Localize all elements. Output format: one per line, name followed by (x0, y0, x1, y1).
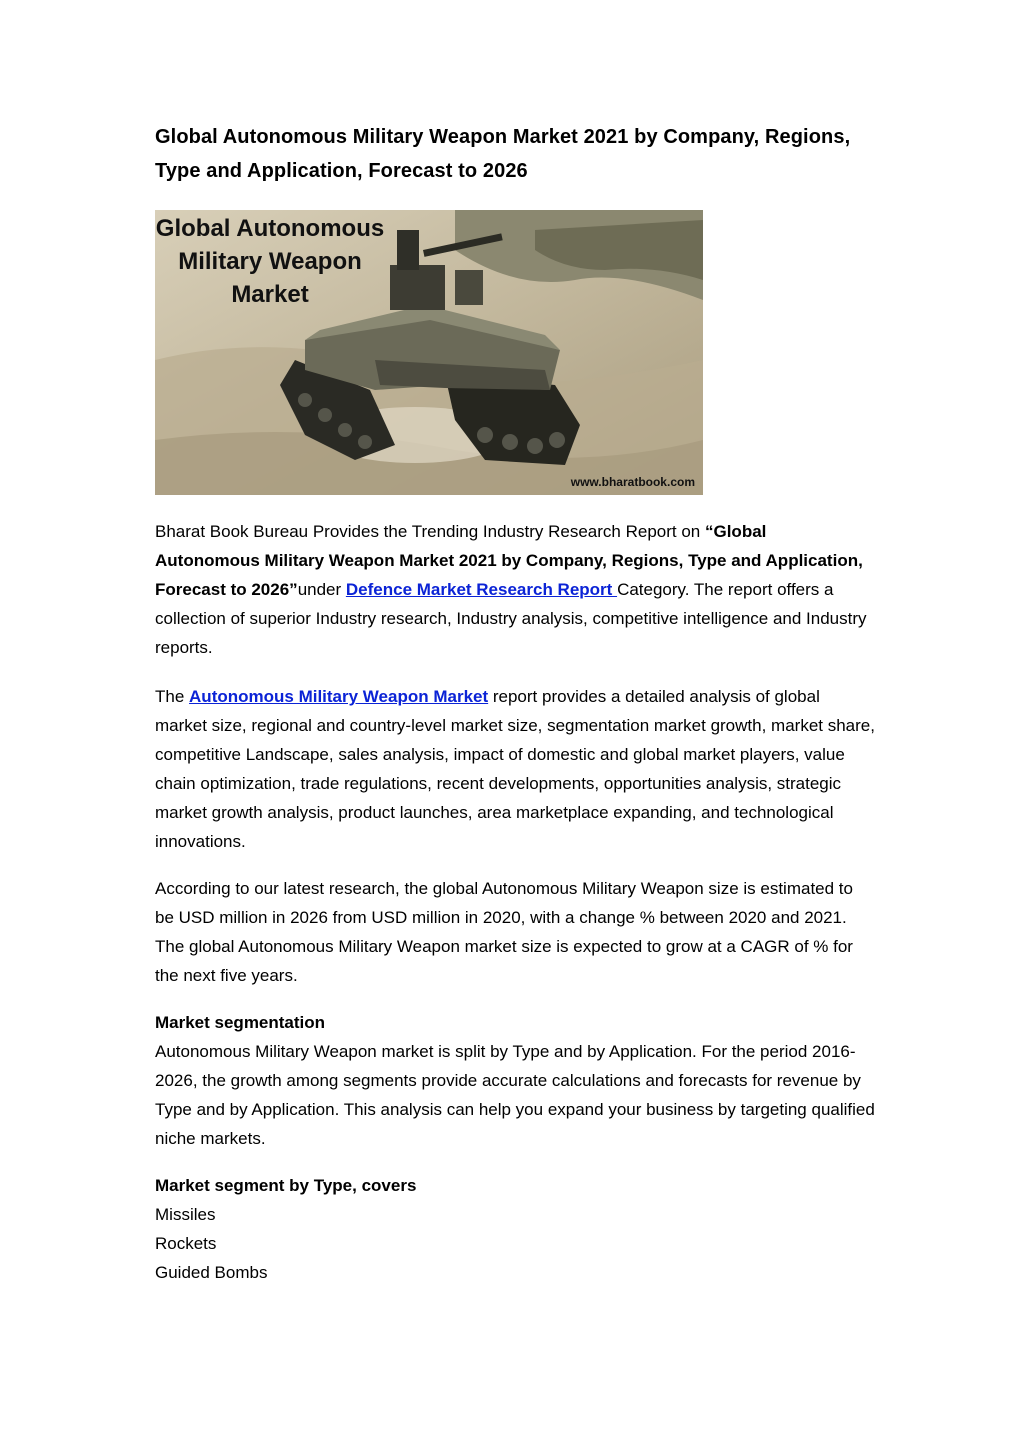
analysis-rest: report provides a detailed analysis of global market size, regional and country-level market size, segmentation market growth, market share, competitive Landscape, sales analysis, impact of domestic and global market players, value chain optimization, trade regulations, recent developments, opportunities analysis, strategic market growth analysis, product launches, area marketplace expanding, and technological innovations. (155, 687, 875, 851)
research-paragraph: According to our latest research, the global Autonomous Military Weapon size is estimated to be USD million in 2026 from USD million in 2020, with a change % between 2020 and 2021. The global Autonomous Military Weapon market size is expected to grow at a CAGR of % for the next five years. (155, 879, 853, 985)
robot-vehicle-illustration (155, 210, 703, 495)
document-content (155, 120, 875, 1287)
defence-category-link[interactable]: Defence Market Research Report (345, 580, 618, 599)
intro-under: under (297, 580, 346, 599)
intro-lead: Bharat Book Bureau Provides the Trending Industry Research Report on (155, 522, 705, 541)
list-item: Rockets (155, 1234, 217, 1253)
report-name: “Global Autonomous Military Weapon Market 2021 by Company, Regions, Type and Application, Forecast to 2026” (155, 522, 863, 599)
market-link[interactable]: Autonomous Military Weapon Market (189, 687, 489, 706)
list-item: Guided Bombs (155, 1263, 268, 1282)
type-segment-section (155, 1171, 875, 1287)
analysis-paragraph (155, 682, 875, 856)
segmentation-body: Autonomous Military Weapon market is split by Type and by Application. For the period 2016-2026, the growth among segments provide accurate calculations and forecasts for revenue by Type and by Application. This analysis can help you expand your business by targeting qualified niche markets. (155, 1042, 875, 1148)
segmentation-section (155, 1008, 875, 1153)
page-title: Global Autonomous Military Weapon Market 2021 by Company, Regions, Type and Application, Forecast to 2026 (155, 126, 851, 182)
list-item: Missiles (155, 1205, 216, 1224)
hero-overlay-line: Global Autonomous (155, 215, 385, 242)
intro-after-link: Category. The report offers a collection of superior Industry research, Industry analysis, competitive intelligence and Industry reports. (155, 580, 867, 657)
hero-overlay-line: Military Weapon (178, 248, 362, 275)
intro-paragraph (155, 517, 875, 662)
segmentation-heading: Market segmentation (155, 1013, 326, 1032)
hero-overlay-line: Market (231, 281, 309, 308)
hero-watermark: www.bharatbook.com (570, 475, 695, 489)
analysis-lead: The (155, 687, 190, 706)
hero-image (155, 210, 703, 495)
type-segment-heading: Market segment by Type, covers (155, 1176, 417, 1195)
